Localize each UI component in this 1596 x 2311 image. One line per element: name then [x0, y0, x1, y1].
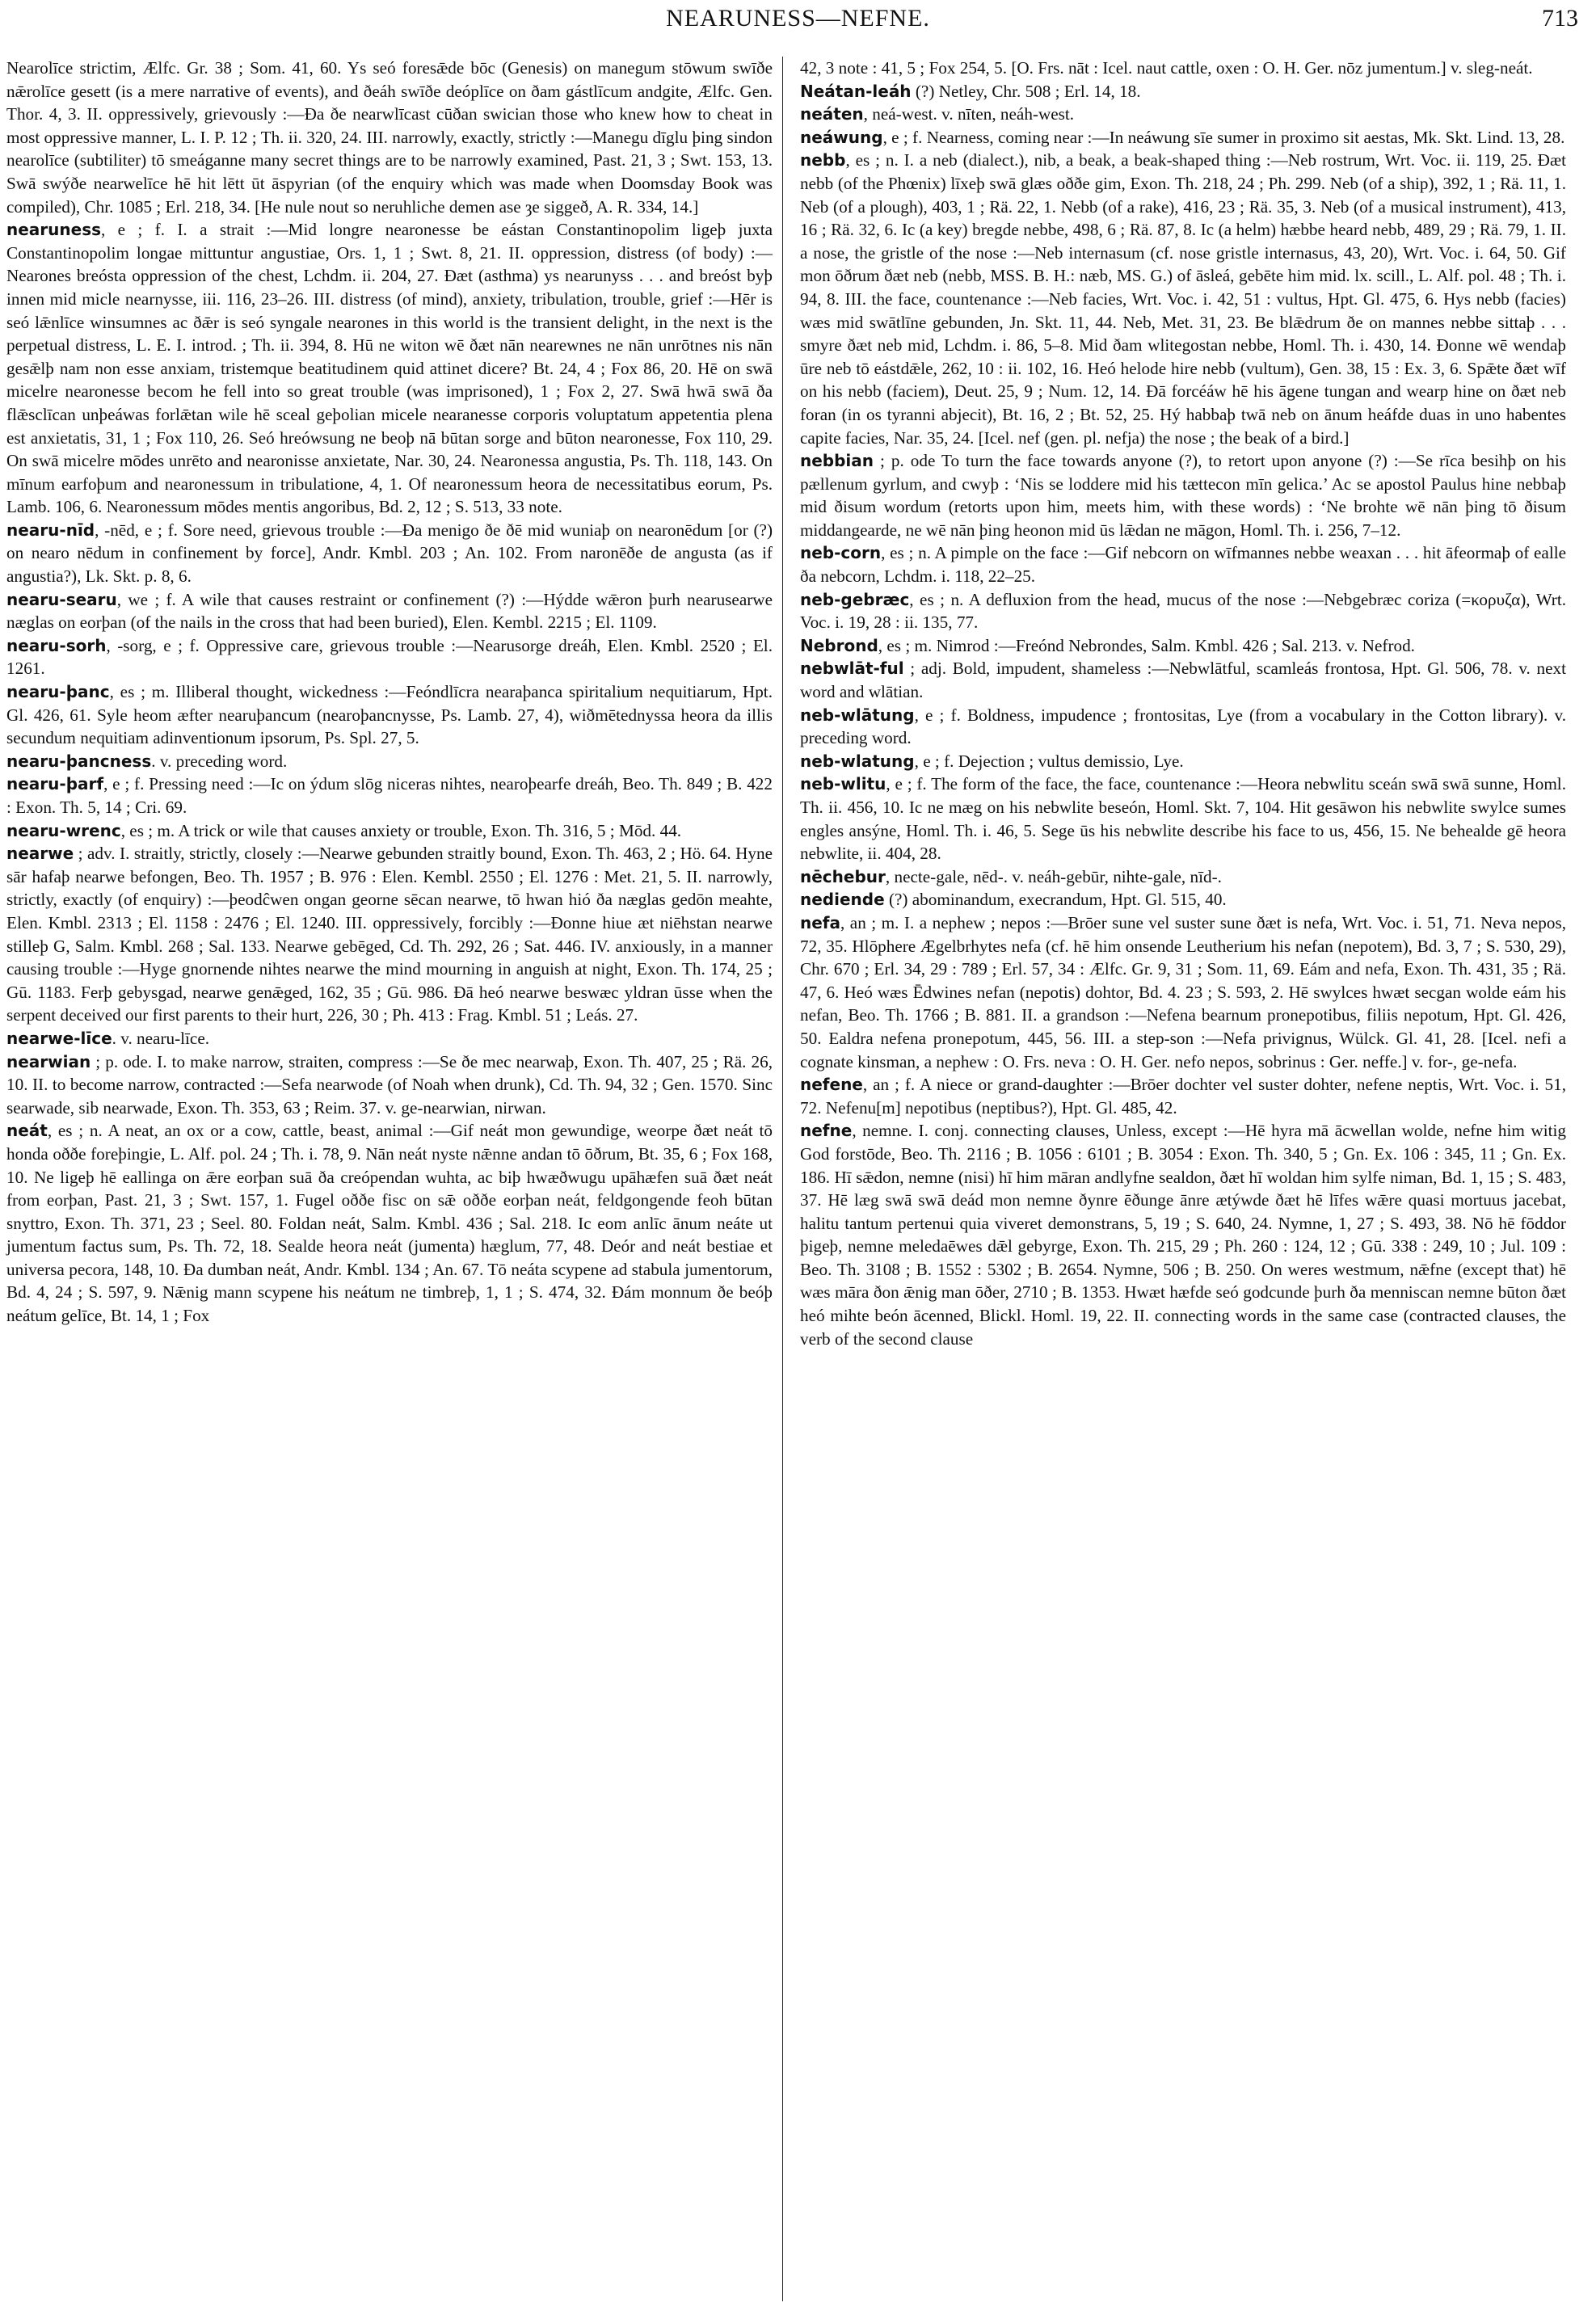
dictionary-entry: [6, 1050, 773, 1120]
dictionary-entry: [800, 750, 1566, 773]
entry-headword: neát: [6, 1121, 48, 1141]
entry-headword: nearu-þanc: [6, 682, 110, 702]
entry-headword: nebbian: [800, 451, 874, 471]
dictionary-entry: [6, 1119, 773, 1327]
entry-text: , an ; m. I. a nephew ; nepos :—Brōer sune vel suster sune ðæt is nefa, Wrt. Voc. i. 51, 71. Neva nepos, 72, 35. Hlōphere Ægelbrhytes nefa (cf. hē him onsende Leutherium his nefan (nepotem), Bd. 3, 7 ; S. 530, 29), Chr. 670 ; Erl. 34, 29 : 789 ; Erl. 57, 34 : Ælfc. Gr. 9, 31 ; Som. 11, 69. Eám and nefa, Exon. Th. 431, 35 ; Rä. 47, 6. Heó wæs Ēdwines nefan (nepotis) dohtor, Bd. 4. 23 ; S. 593, 2. Hē swylces hwæt secgan wolde eám his nefan, Beo. Th. 1766 ; B. 881. II. a grandson :—Nefena bearnum pronepotibus, filiis nepotum, Hpt. Gl. 426, 50. Ealdra nefena pronepotum, 445, 56. III. a step-son :—Nefa privignus, Wülck. Gl. 41, 28. [Icel. nefi a cognate kinsman, a nephew : O. Frs. neva : O. H. Ger. nefo nepos, sobrinus : Ger. neffe.] v. for-, ge-nefa.: [800, 912, 1566, 1071]
entry-headword: neb-gebræc: [800, 589, 910, 609]
dictionary-entry: [800, 1073, 1566, 1119]
entry-headword: nēchebur: [800, 866, 886, 886]
entry-headword: Neátan-leáh: [800, 81, 912, 101]
entry-text: ; adv. I. straitly, strictly, closely :—Nearwe gebunden straitly bound, Exon. Th. 463, 2 ; Hö. 64. Hyne sār hafaþ nearwe befongen, Beo. Th. 1957 ; B. 976 : Elen. Kembl. 2550 ; El. 1276 : Met. 21, 5. II. narrowly, strictly, exactly (of enquiry) :—þeodĉwen ongan georne sēcan nearwe, tō hwan hió ða næglas gedōn meahte, Elen. Kmbl. 2313 ; El. 1158 : 2476 ; El. 1240. III. oppressively, forcibly :—Ðonne hiue æt niēhstan nearwe stilleþ G, Salm. Kmbl. 268 ; Sal. 133. Nearwe gebēged, Cd. Th. 292, 26 ; Sat. 446. IV. anxiously, in a manner causing trouble :—Hyge gnornende nihtes nearwe the mind mourning in anguish at night, Exon. Th. 174, 25 ; Gū. 1183. Ferþ gebysgad, nearwe genǣged, 162, 35 ; Gū. 986. Ðā heó nearwe beswæc yldran ūsse when the serpent deceived our first parents to their hurt, 226, 30 ; Ph. 413 : Frag. Kmbl. 51 ; Leás. 27.: [6, 844, 773, 1025]
dictionary-entry: [6, 519, 773, 588]
dictionary-entry: [800, 1119, 1566, 1350]
dictionary-entry: [800, 449, 1566, 541]
running-title: NEARUNESS—NEFNE.: [666, 5, 930, 32]
entry-text: , es ; n. I. a neb (dialect.), nib, a beak, a beak-shaped thing :—Neb rostrum, Wrt. Voc. ii. 119, 25. Ðæt nebb (of the Phœnix) līxeþ swā glæs oððe gim, Exon. Th. 218, 24 ; Ph. 299. Neb (of a ship), 392, 1 ; Rä. 11, 1. Neb (of a plough), 403, 1 ; Rä. 22, 1. Nebb (of a rake), 416, 23 ; Rä. 35, 3. Neb (of a musical instrument), 413, 16 ; Rä. 32, 6. Ic (a key) bregde nebbe, 498, 6 ; Rä. 87, 8. Ic (a helm) hæbbe heard nebb, 489, 29 ; Rä. 79, 1. II. a nose, the gristle of the nose :—Neb internasum (cf. nose gristle internasus, 43, 20), Wrt. Voc. i. 64, 50. Gif mon ōðrum ðæt neb (nebb, MSS. B. H.: næb, MS. G.) of āsleá, gebēte him mid. lx. scill., L. Alf. pol. 48 ; Th. i. 94, 8. III. the face, countenance :—Neb facies, Wrt. Voc. i. 42, 51 : vultus, Hpt. Gl. 475, 6. Hys nebb (facies) wæs mid swātlīne gebunden, Jn. Skt. 11, 44. Neb, Met. 31, 23. Be blǣdrum ðe on mannes nebbe sittaþ . . . smyre ðæt neb mid, Lchdm. i. 86, 5–8. Mid ðam wlitegostan nebbe, Homl. Th. i. 430, 14. Ðonne wē wendaþ ūre neb tō eástdǣle, 262, 10 : ii. 102, 16. Heó helode hire nebb (vultum), Gen. 38, 15 : Ex. 3, 6. Spǣte ðæt wīf on his nebb (faciem), Deut. 25, 9 ; Num. 12, 14. Ðā forcéáw hē his āgene tungan and wearp hine on ðæt neb foran (in os tyranni abjecit), Bt. 16, 2 ; Bt. 52, 25. Hý habbaþ twā neb on ānum heáfde duas in uno habentes capite facies, Nar. 35, 24. [Icel. nef (gen. pl. nefja) the nose ; the beak of a bird.]: [800, 150, 1566, 448]
entry-headword: nearuness: [6, 220, 102, 240]
column-divider: [782, 57, 783, 2301]
entry-headword: nearu-wrenc: [6, 820, 121, 840]
entry-headword: nebwlāt-ful: [800, 659, 904, 679]
entry-headword: nearu-þancness: [6, 751, 152, 771]
entry-headword: nearu-nīd: [6, 520, 95, 540]
entry-text: , an ; f. A niece or grand-daughter :—Brōer dochter vel suster dohter, nefene neptis, Wrt. Voc. i. 51, 72. Nefenu[m] nepotibus (neptibus?), Hpt. Gl. 485, 42.: [800, 1075, 1566, 1118]
entry-text: , e ; f. Pressing need :—Ic on ýdum slōg niceras nihtes, nearoþearfe dreáh, Beo. Th. 849 ; B. 422 : Exon. Th. 5, 14 ; Cri. 69.: [6, 774, 773, 817]
entry-text: , we ; f. A wile that causes restraint or confinement (?) :—Hýdde wǣron þurh nearusearwe næglas on eorþan (of the nails in the cross that had been buried), Elen. Kembl. 2215 ; El. 1109.: [6, 589, 773, 633]
entry-headword: nearwian: [6, 1051, 91, 1071]
entry-text: . v. nearu-līce.: [112, 1028, 210, 1048]
dictionary-entry: [6, 750, 773, 773]
entry-headword: neb-corn: [800, 543, 882, 563]
dictionary-entry: [6, 57, 773, 218]
dictionary-entry: [6, 772, 773, 819]
entry-headword: neáten: [800, 104, 864, 124]
entry-text: 42, 3 note : 41, 5 ; Fox 254, 5. [O. Frs. nāt : Icel. naut cattle, oxen : O. H. Ger. nōz jumentum.] v. sleg-neát.: [800, 58, 1533, 78]
dictionary-entry: [800, 772, 1566, 865]
entry-text: ; p. ode. I. to make narrow, straiten, compress :—Se ðe mec nearwaþ, Exon. Th. 407, 25 ; Rä. 26, 10. II. to become narrow, contracted :—Sefa nearwode (of Noah when drunk), Cd. Th. 94, 32 ; Gen. 1570. Sinc searwade, sib nearwade, Exon. Th. 353, 63 ; Reim. 37. v. ge-nearwian, nirwan.: [6, 1051, 773, 1118]
entry-text: , es ; m. A trick or wile that causes anxiety or trouble, Exon. Th. 316, 5 ; Mōd. 44.: [120, 820, 682, 840]
entry-text: , e ; f. Nearness, coming near :—In neáwung sīe sumer in proximo sit aestas, Mk. Skt. Lind. 13, 28.: [882, 127, 1565, 147]
entry-text: , es ; m. Nimrod :—Freónd Nebrondes, Salm. Kmbl. 426 ; Sal. 213. v. Nefrod.: [878, 635, 1415, 655]
dictionary-entry: [800, 588, 1566, 634]
page-number: 713: [1542, 5, 1578, 32]
running-header: [0, 0, 1596, 44]
entry-headword: nebb: [800, 150, 846, 170]
entry-headword: nefne: [800, 1121, 853, 1141]
dictionary-entry: [800, 911, 1566, 1073]
entry-headword: nefene: [800, 1075, 863, 1095]
entry-text: , es ; n. A pimple on the face :—Gif nebcorn on wīfmannes nebbe weaxan . . . hit āfeormaþ of ealle ða nebcorn, Lchdm. i. 118, 22–25.: [800, 543, 1566, 587]
entry-headword: neb-wlatung: [800, 751, 915, 771]
dictionary-entry: [800, 634, 1566, 658]
entry-text: , necte-gale, nēd-. v. neáh-gebūr, nihte-gale, nīd-.: [885, 866, 1222, 886]
right-column: [800, 57, 1566, 1350]
entry-headword: Nebrond: [800, 635, 878, 655]
entry-headword: neáwung: [800, 127, 883, 147]
entry-headword: nearu-þarf: [6, 774, 104, 794]
entry-text: , e ; f. Dejection ; vultus demissio, Lye.: [914, 751, 1184, 771]
entry-text: , es ; n. A neat, an ox or a cow, cattle, beast, animal :—Gif neát mon gewundige, weorpe ðæt neát tō honda oððe foreþingie, L. Alf. pol. 24 ; Th. i. 78, 9. Nān neát nyste nǣnne andan tō ōðrum, Bt. 35, 6 ; Fox 168, 10. Ne ligeþ hē eallinga on ǣre eorþan suā ða creópendan wuhta, ac biþ hwæðwugu upāhæfen suā ðæt neát from eorþan, Past. 21, 3 ; Swt. 157, 1. Fugel oððe fisc on sǣ oððe eorþan neát, feldgongende feoh būtan snyttro, Exon. Th. 371, 23 ; Seel. 80. Foldan neát, Salm. Kmbl. 436 ; Sal. 218. Ic eom anlīc ānum neáte ut jumentum factus sum, Ps. Th. 72, 18. Sealde heora neát (jumenta) hæglum, 77, 48. Deór and neát bestiae et universa pecora, 148, 10. Ða dumban neát, Andr. Kmbl. 134 ; An. 67. Tō neáta scypene ad stabula jumentorum, Bd. 4, 24 ; S. 597, 9. Nǣnig mann scypene his neátum ne timbreþ, 1, 1 ; S. 474, 32. Ðám monnum ðe beóþ neátum gelīce, Bt. 14, 1 ; Fox: [6, 1121, 773, 1326]
entry-headword: nearwe-līce: [6, 1028, 112, 1048]
dictionary-entry: [800, 704, 1566, 750]
dictionary-entry: [6, 1027, 773, 1050]
dictionary-entry: [800, 541, 1566, 587]
dictionary-entry: [800, 657, 1566, 703]
entry-text: , nemne. I. conj. connecting clauses, Unless, except :—Hē hyra mā ācwellan wolde, nefne him witig God forstōde, Beo. Th. 2116 ; B. 1056 : 6101 ; B. 3054 : Exon. Th. 340, 5 ; Gn. Ex. 106 : 345, 11 ; Gn. Ex. 186. Hī sǣdon, nemne (nisi) hī him māran andlyfne sealdon, ðæt hī woldan him sylfe niman, Bd. 1, 15 ; S. 483, 37. Hē læg swā swā deád mon nemne ðynre ēðunge ānre ætýwde ðæt hē līfes wǣre quasi mortuus jacebat, halitu tantum pertenui quia viveret demonstrans, 5, 19 ; S. 640, 24. Nymne, 1, 27 ; S. 493, 38. Nō hē fōddor þigeþ, nemne meledaēwes dǣl gebyrge, Exon. Th. 215, 29 ; Ph. 260 : 124, 12 ; Gū. 338 : 249, 10 ; Jul. 109 : Beo. Th. 3108 ; B. 1552 : 5302 ; B. 2654. Nymne, 506 ; B. 250. On weres westmum, nǣfne (except that) hē wæs māra ðon ǣnig man ōðer, 2710 ; B. 1353. Hwæt hæfde seó godcunde þurh ða menniscan nemne būton ðæt heó mihte beón ācenned, Blickl. Homl. 19, 22. II. connecting words in the same case (contracted clauses, the verb of the second clause: [800, 1121, 1566, 1349]
dictionary-entry: [800, 126, 1566, 149]
entry-text: (?) abominandum, execrandum, Hpt. Gl. 515, 40.: [884, 890, 1227, 910]
entry-headword: nearu-sorh: [6, 635, 107, 655]
dictionary-entry: [800, 865, 1566, 889]
dictionary-entry: [800, 149, 1566, 449]
entry-text: , e ; f. The form of the face, the face, countenance :—Heora nebwlitu sceán swā swā sunne, Homl. Th. ii. 456, 10. Ic ne mæg on his nebwlite beseón, Homl. Skt. 7, 104. Hit gesāwon his nebwlite swylce sumes engles ansýne, Homl. Th. i. 46, 5. Sege ūs his nebwlite describe his face to us, 456, 15. Ne behealde gē heora nebwlite, ii. 404, 28.: [800, 774, 1566, 864]
dictionary-entry: [6, 842, 773, 1027]
dictionary-entry: [6, 588, 773, 634]
entry-text: , es ; n. A defluxion from the head, mucus of the nose :—Nebgebræc coriza (=κορυζα), Wrt. Voc. i. 19, 28 : ii. 135, 77.: [800, 589, 1566, 633]
dictionary-entry: [6, 218, 773, 519]
dictionary-entry: [6, 680, 773, 750]
entry-headword: nediende: [800, 890, 885, 910]
dictionary-entry: [800, 103, 1566, 126]
entry-text: ; p. ode To turn the face towards anyone (?), to retort upon anyone (?) :—Se rīca besihþ on his pællenum gyrlum, and cwyþ : ‘Nis se loddere mid his tættecon mīn gelica.’ Ac se apostol Paulus hine nebbaþ mid ðisum wordum (retorts upon him, meets him, with these words) : ‘Ne brohte wē nān þing tō ðisum middangearde, ne wē nān þing heonon mid ūs lǣdan ne māgon, Homl. Th. i. 256, 7–12.: [800, 451, 1566, 540]
entry-text: , -sorg, e ; f. Oppressive care, grievous trouble :—Nearusorge dreáh, Elen. Kmbl. 2520 ; El. 1261.: [6, 635, 773, 679]
entry-text: (?) Netley, Chr. 508 ; Erl. 14, 18.: [911, 81, 1141, 101]
dictionary-entry: [800, 57, 1566, 80]
entry-headword: neb-wlitu: [800, 774, 886, 794]
entry-text: , e ; f. Boldness, impudence ; frontositas, Lye (from a vocabulary in the Cotton library). v. preceding word.: [800, 705, 1566, 748]
entry-text: . v. preceding word.: [151, 751, 288, 771]
entry-text: , e ; f. I. a strait :—Mid longre nearonesse be eástan Constantinopolim ligeþ juxta Constantinopolim longae mittuntur angustiae, Ors. 1, 1 ; Swt. 8, 21. II. oppression, distress (of body) :—Nearones breósta oppression of the chest, Lchdm. ii. 204, 27. Ðæt (asthma) ys nearunyss . . . and breóst byþ innen mid micle nearnysse, iii. 116, 23–26. III. distress (of mind), anxiety, tribulation, trouble, grief :—Hēr is seó lǣnlīce winsumnes ac ðǣr is seó syngale nearones in this world is the transient delight, in the next is the perpetual distress, L. E. I. introd. ; Th. ii. 394, 8. Hū ne witon wē ðæt nān nearewnes ne nān unrōtnes nis nān gesǣlþ nam non esse anxiam, tristemque beatitudinem quid attinet dicere? Bt. 24, 4 ; Fox 86, 20. Hē on swā micelre nearonesse becom he fell into so great trouble (was imprisoned), 1 ; Fox 2, 27. Swā hwā swā ða flǣsclīcan unþeáwas forlǣtan wile hē sceal geþolian micele nearanesse corporis voluptatum appetentia plena est anxietatis, 31, 1 ; Fox 110, 26. Seó hreówsung ne beoþ nā būtan sorge and būton nearonesse, Fox 110, 29. On swā micelre mōdes unrēto and nearonisse anxietate, Nar. 30, 24. Nearonessa angustia, Ps. Th. 118, 143. On mīnum earfoþum and nearonessum in tribulatione, 4, 1. Of nearonessum heora de necessitatibus eorum, Ps. Lamb. 106, 6. Nearonessum mōdes mentis angoribus, Bd. 2, 12 ; S. 513, 33 note.: [6, 220, 773, 517]
entry-headword: nefa: [800, 912, 840, 932]
entry-text: , es ; m. Illiberal thought, wickedness :—Feóndlīcra nearaþanca spiritalium nequitiarum, Hpt. Gl. 426, 61. Syle heom æfter nearuþancum (nearoþancnysse, Ps. Lamb. 27, 4), wiðmētednyssa heora da illis secundum nequitiam adinventionum ipsorum, Ps. Spl. 27, 5.: [6, 682, 773, 748]
entry-headword: neb-wlātung: [800, 705, 915, 725]
entry-headword: nearwe: [6, 844, 74, 864]
entry-text: , neá-west. v. nīten, neáh-west.: [863, 104, 1075, 124]
dictionary-entry: [800, 80, 1566, 103]
dictionary-entry: [800, 888, 1566, 911]
dictionary-entry: [6, 819, 773, 843]
entry-text: Nearolīce strictim, Ælfc. Gr. 38 ; Som. 41, 60. Ys seó foresǣde bōc (Genesis) on manegum stōwum swīðe nǣrolīce gesett (is a mere narrative of events), and ðeáh swīðe deóplīce on ðam gástlīcum andgite, Ælfc. Gen. Thor. 4, 3. II. oppressively, grievously :—Ða ðe nearwlīcast cūðan swician those who knew how to cheat in most oppressive manner, L. I. P. 12 ; Th. ii. 320, 24. III. narrowly, exactly, strictly :—Manegu dīglu þing sindon nearolīce (subtiliter) tō smeáganne many secret things are to be narrowly examined, Past. 21, 3 ; Swt. 153, 13. Swā swýðe nearwelīce hē hit lētt ūt āspyrian (of the enquiry which was made when Doomsday Book was compiled), Chr. 1085 ; Erl. 218, 34. [He nule nout so neruhliche demen ase ȝe siggeð, A. R. 334, 14.]: [6, 58, 773, 217]
entry-text: , -nēd, e ; f. Sore need, grievous trouble :—Ða menigo ðe ðē mid wuniaþ on nearonēdum [or (?) on nearo nēdum in confinement by force], Andr. Kmbl. 203 ; An. 102. From naronēðe de angusta (as if angustia?), Lk. Skt. p. 8, 6.: [6, 520, 773, 587]
entry-headword: nearu-searu: [6, 589, 117, 609]
entry-text: ; adj. Bold, impudent, shameless :—Nebwlātful, scamleás frontosa, Hpt. Gl. 506, 78. v. next word and wlātian.: [800, 659, 1566, 702]
left-column: [6, 57, 773, 1328]
dictionary-entry: [6, 634, 773, 680]
